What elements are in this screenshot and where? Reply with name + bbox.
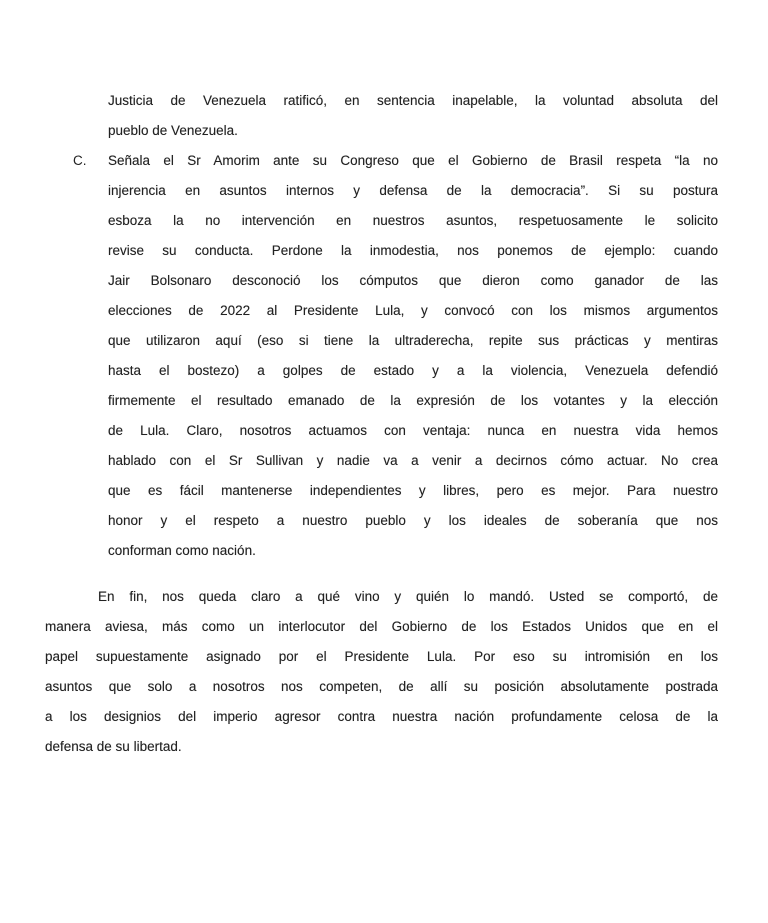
text-line: hasta el bostezo) a golpes de estado y a la violencia, Venezuela defendió: [108, 363, 718, 378]
text-line: elecciones de 2022 al Presidente Lula, y convocó con los mismos argumentos: [108, 303, 718, 318]
text-line: pueblo de Venezuela.: [108, 123, 238, 138]
text-line: revise su conducta. Perdone la inmodestia, nos ponemos de ejemplo: cuando: [108, 243, 718, 258]
list-item-b-continuation: [108, 86, 718, 146]
text-line: Señala el Sr Amorim ante su Congreso que el Gobierno de Brasil respeta “la no: [108, 153, 718, 168]
list-item-marker: C.: [73, 153, 87, 168]
text-line: que es fácil mantenerse independientes y libres, pero es mejor. Para nuestro: [108, 483, 718, 498]
text-line: esboza la no intervención en nuestros asuntos, respetuosamente le solicito: [108, 213, 718, 228]
text-line: firmemente el resultado emanado de la expresión de los votantes y la elección: [108, 393, 718, 408]
text-line: honor y el respeto a nuestro pueblo y los ideales de soberanía que nos: [108, 513, 718, 528]
text-line: Jair Bolsonaro desconoció los cómputos que dieron como ganador de las: [108, 273, 718, 288]
text-line: de Lula. Claro, nosotros actuamos con ventaja: nunca en nuestra vida hemos: [108, 423, 718, 438]
text-line: asuntos que solo a nosotros nos competen, de allí su posición absolutamente postrada: [45, 679, 718, 694]
text-line: manera aviesa, más como un interlocutor del Gobierno de los Estados Unidos que en el: [45, 619, 718, 634]
text-line: defensa de su libertad.: [45, 739, 182, 754]
text-line: hablado con el Sr Sullivan y nadie va a venir a decirnos cómo actuar. No crea: [108, 453, 718, 468]
text-line: injerencia en asuntos internos y defensa de la democracia”. Si su postura: [108, 183, 718, 198]
text-line: a los designios del imperio agresor contra nuestra nación profundamente celosa de la: [45, 709, 718, 724]
text-line: Justicia de Venezuela ratificó, en sentencia inapelable, la voluntad absoluta del: [108, 93, 718, 108]
list-item-lines: [108, 146, 718, 566]
text-line: conforman como nación.: [108, 543, 256, 558]
closing-paragraph: [45, 582, 718, 762]
text-line: En fin, nos queda claro a qué vino y quién lo mandó. Usted se comportó, de: [98, 589, 718, 604]
list-item-c: [73, 146, 718, 566]
text-line: que utilizaron aquí (eso si tiene la ultraderecha, repite sus prácticas y mentiras: [108, 333, 718, 348]
text-line: papel supuestamente asignado por el Presidente Lula. Por eso su intromisión en los: [45, 649, 718, 664]
